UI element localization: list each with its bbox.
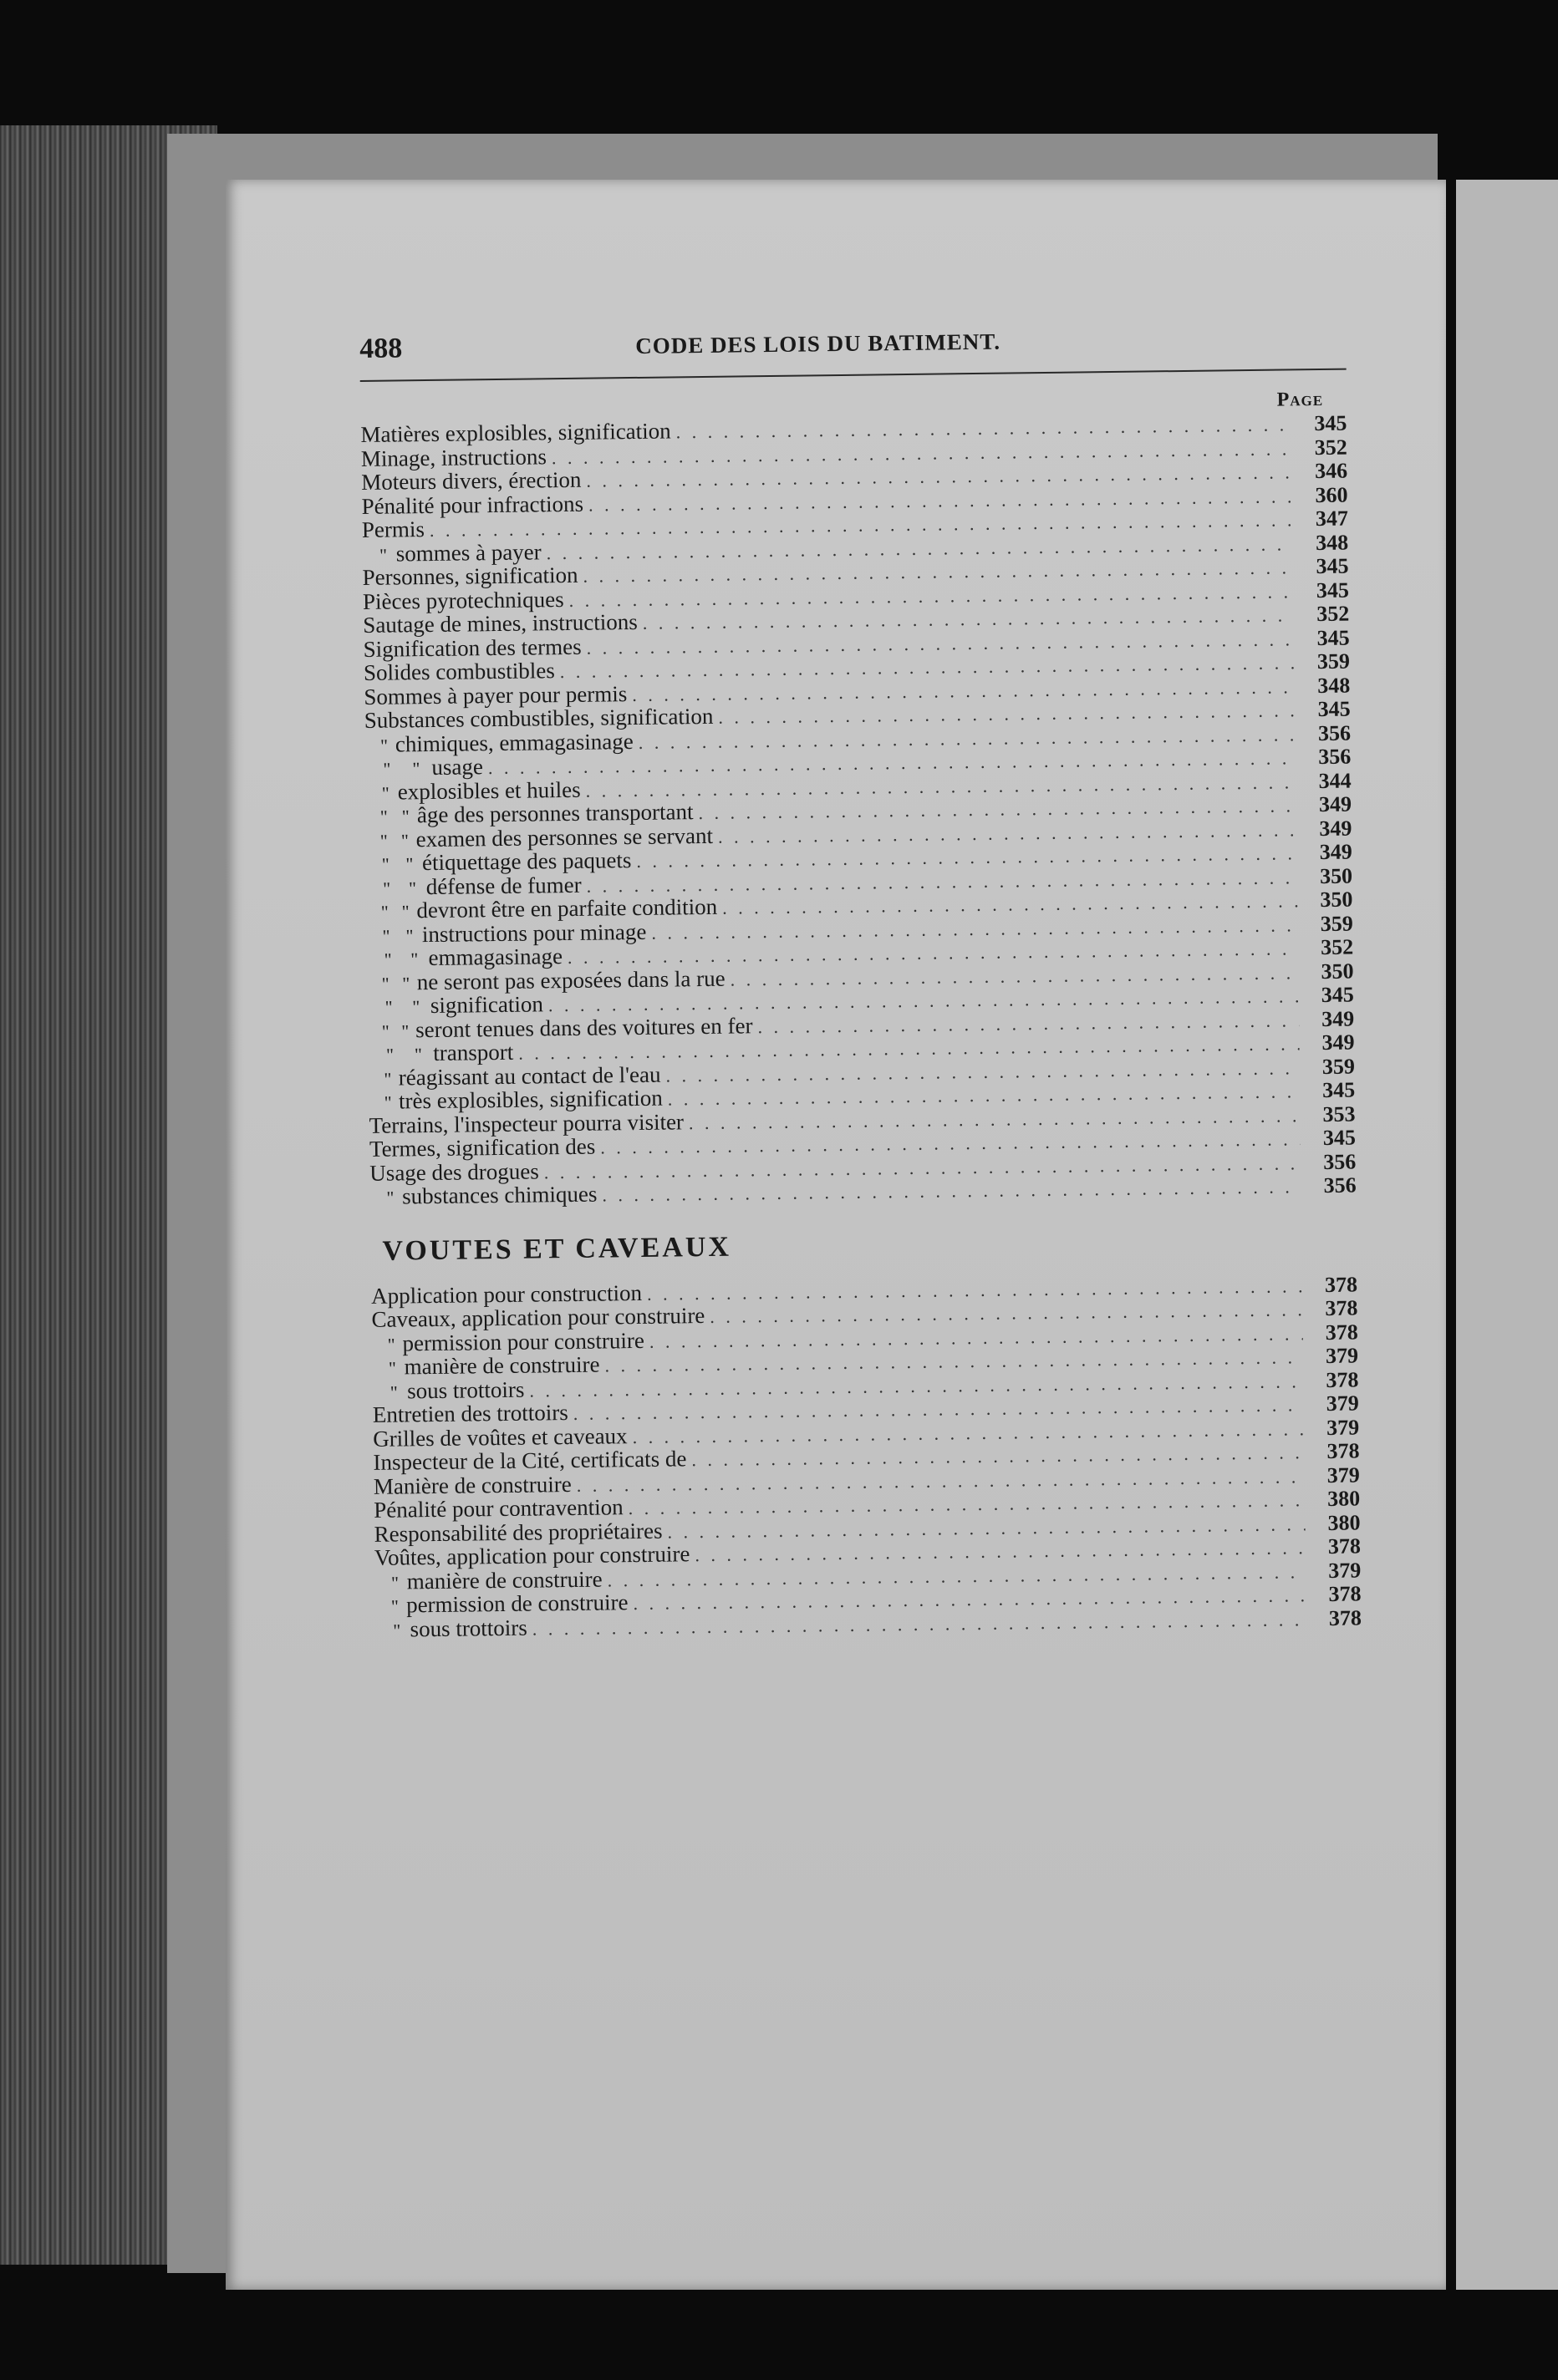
entry-label: Caveaux, application pour construire [371, 1303, 705, 1332]
entry-page-number: 353 [1322, 1101, 1356, 1126]
entry-page-number: 349 [1321, 1030, 1355, 1055]
ditto-mark: " [379, 806, 388, 827]
entry-page-number: 356 [1323, 1149, 1357, 1174]
ditto-mark: " [384, 1068, 392, 1090]
entry-label: Pénalité pour infractions [361, 491, 584, 519]
entry-label: très explosibles, signification [398, 1085, 663, 1114]
entry-page-number: 378 [1325, 1295, 1358, 1320]
entry-label: seront tenues dans des voitures en fer [415, 1012, 753, 1042]
entry-label: sommes à payer [395, 538, 542, 566]
entry-label: Sautage de mines, instructions [363, 608, 638, 638]
entry-page-number: 352 [1316, 601, 1350, 627]
index-list-vaults [371, 1272, 1362, 1641]
entry-page-number: 348 [1316, 530, 1349, 555]
entry-page-number: 378 [1324, 1271, 1358, 1297]
entry-label: Minage, instructions [360, 443, 547, 471]
entry-label: permission pour construire [402, 1327, 645, 1355]
ditto-mark-secondary: " [401, 901, 410, 923]
entry-page-number: 378 [1326, 1438, 1360, 1463]
entry-page-number: 348 [1317, 673, 1351, 698]
entry-label: signification [430, 991, 544, 1019]
entry-label: Signification des termes [363, 633, 582, 662]
ditto-mark: " [390, 1595, 400, 1617]
entry-page-number: 345 [1321, 982, 1354, 1007]
entry-label: usage [431, 754, 484, 780]
ditto-mark: " [383, 877, 391, 899]
entry-label: manière de construire [404, 1351, 600, 1380]
entry-page-number: 360 [1315, 482, 1348, 507]
entry-label: Matières explosibles, signification [360, 418, 671, 447]
entry-label: âge des personnes transportant [416, 799, 694, 828]
ditto-mark: " [388, 1357, 397, 1379]
entry-page-number: 349 [1321, 1006, 1355, 1031]
entry-page-number: 349 [1319, 816, 1352, 841]
entry-page-number: 352 [1314, 435, 1347, 460]
ditto-mark-secondary: " [400, 829, 409, 851]
entry-label: devront être en parfaite condition [416, 893, 718, 923]
ditto-mark-secondary: " [412, 758, 420, 780]
page-number: 488 [359, 333, 403, 364]
entry-page-number: 356 [1317, 720, 1352, 745]
ditto-mark: " [384, 996, 393, 1018]
entry-page-number: 379 [1326, 1391, 1359, 1416]
entry-label: étiquettage des paquets [421, 847, 632, 876]
entry-label: emmagasinage [428, 943, 563, 971]
index-list-materials [360, 411, 1356, 1209]
ditto-mark: " [387, 1334, 395, 1355]
entry-label: permission de construire [405, 1589, 629, 1618]
entry-page-number: 359 [1320, 911, 1353, 936]
ditto-mark-secondary: " [412, 996, 420, 1018]
ditto-mark: " [384, 1091, 392, 1113]
running-head [359, 318, 1347, 382]
entry-label: Terrains, l'inspecteur pourra visiter [369, 1108, 685, 1138]
page-content [359, 318, 1362, 1641]
entry-label: Manière de construire [373, 1471, 572, 1499]
entry-page-number: 379 [1325, 1343, 1359, 1368]
entry-label: Application pour construction [370, 1279, 643, 1309]
entry-label: Sommes à payer pour permis [364, 680, 628, 709]
entry-label: transport [433, 1039, 514, 1065]
ditto-mark: " [386, 1187, 395, 1208]
entry-label: Substances combustibles, signification [364, 703, 714, 733]
entry-label: Moteurs divers, érection [361, 466, 582, 495]
entry-label: Grilles de voûtes et caveaux [373, 1422, 628, 1452]
entry-page-number: 345 [1314, 410, 1347, 436]
entry-page-number: 379 [1326, 1414, 1360, 1440]
entry-label: Solides combustibles [363, 658, 555, 685]
entry-page-number: 350 [1319, 863, 1353, 888]
entry-label: ne seront pas exposées dans la rue [416, 965, 726, 994]
entry-label: réagissant au contact de l'eau [398, 1061, 661, 1090]
ditto-mark: " [379, 544, 388, 566]
ditto-mark-secondary: " [410, 948, 419, 970]
entry-page-number: 359 [1321, 1054, 1356, 1079]
ditto-mark: " [381, 853, 390, 875]
entry-label: Pénalité pour contravention [374, 1494, 624, 1523]
entry-label: Personnes, signification [362, 562, 578, 590]
entry-page-number: 345 [1316, 577, 1350, 603]
page-column-label: Page [1276, 388, 1324, 411]
entry-label: Termes, signification des [369, 1133, 596, 1162]
ditto-mark: " [390, 1381, 398, 1403]
ditto-mark: " [390, 1572, 400, 1594]
ditto-mark-secondary: " [408, 877, 417, 898]
entry-page-number: 349 [1319, 839, 1352, 865]
entry-page-number: 350 [1321, 959, 1354, 984]
facing-page [1456, 180, 1558, 2290]
entry-label: Responsabilité des propriétaires [374, 1518, 663, 1547]
entry-page-number: 345 [1316, 625, 1350, 650]
entry-page-number: 352 [1320, 934, 1354, 960]
ditto-mark: " [379, 830, 388, 852]
entry-page-number: 378 [1326, 1366, 1359, 1392]
entry-label: Entretien des trottoirs [372, 1400, 568, 1427]
ditto-mark: " [383, 758, 391, 780]
entry-label: manière de construire [406, 1566, 603, 1594]
ditto-mark: " [382, 925, 390, 947]
entry-page-number: 378 [1328, 1581, 1362, 1606]
entry-page-number: 345 [1317, 696, 1351, 722]
entry-page-number: 380 [1326, 1486, 1361, 1511]
ditto-mark-secondary: " [402, 972, 410, 994]
ditto-mark: " [381, 1020, 390, 1042]
entry-page-number: 378 [1328, 1604, 1362, 1630]
ditto-mark-secondary: " [414, 1044, 423, 1065]
book-page [226, 180, 1446, 2290]
entry-page-number: 345 [1316, 553, 1349, 579]
entry-page-number: 378 [1327, 1533, 1362, 1559]
ditto-mark: " [380, 901, 389, 923]
entry-page-number: 359 [1316, 648, 1351, 674]
entry-page-number: 380 [1327, 1509, 1361, 1535]
entry-page-number: 356 [1318, 744, 1352, 770]
entry-label: sous trottoirs [410, 1615, 528, 1641]
entry-page-number: 379 [1326, 1462, 1360, 1488]
entry-label: Pièces pyrotechniques [362, 586, 564, 614]
entry-label: Voûtes, application pour construire [374, 1541, 690, 1570]
ditto-mark: " [381, 782, 390, 804]
entry-label: Permis [361, 516, 425, 542]
entry-label: Usage des drogues [369, 1157, 539, 1186]
ditto-mark-secondary: " [405, 853, 414, 875]
entry-page-number: 379 [1328, 1557, 1362, 1583]
entry-page-number: 350 [1320, 887, 1353, 913]
section-heading: VOUTES ET CAVEAUX [382, 1231, 732, 1267]
entry-label: sous trottoirs [406, 1376, 525, 1403]
entry-page-number: 345 [1322, 1077, 1356, 1102]
ditto-mark: " [384, 948, 392, 970]
entry-page-number: 356 [1323, 1172, 1357, 1198]
ditto-mark: " [393, 1620, 401, 1641]
ditto-mark: " [381, 973, 390, 994]
ditto-mark-secondary: " [405, 924, 414, 946]
ditto-mark-secondary: " [401, 806, 410, 827]
book-title: CODE DES LOIS DU BATIMENT. [635, 328, 1001, 359]
entry-label: Inspecteur de la Cité, certificats de [373, 1446, 687, 1475]
entry-label: explosibles et huiles [397, 776, 581, 804]
entry-label: substances chimiques [401, 1181, 598, 1209]
ditto-mark: " [379, 735, 389, 756]
ditto-mark: " [385, 1044, 395, 1065]
entry-page-number: 378 [1325, 1319, 1358, 1345]
entry-label: défense de fumer [425, 872, 582, 899]
entry-label: chimiques, emmagasinage [395, 728, 634, 757]
entry-label: examen des personnes se servant [415, 822, 714, 852]
entry-page-number: 344 [1318, 768, 1352, 793]
entry-page-number: 345 [1322, 1125, 1357, 1150]
entry-page-number: 347 [1315, 506, 1349, 531]
ditto-mark-secondary: " [401, 1020, 410, 1041]
entry-page-number: 346 [1314, 458, 1348, 484]
entry-page-number: 349 [1318, 791, 1352, 817]
entry-label: instructions pour minage [421, 918, 647, 947]
